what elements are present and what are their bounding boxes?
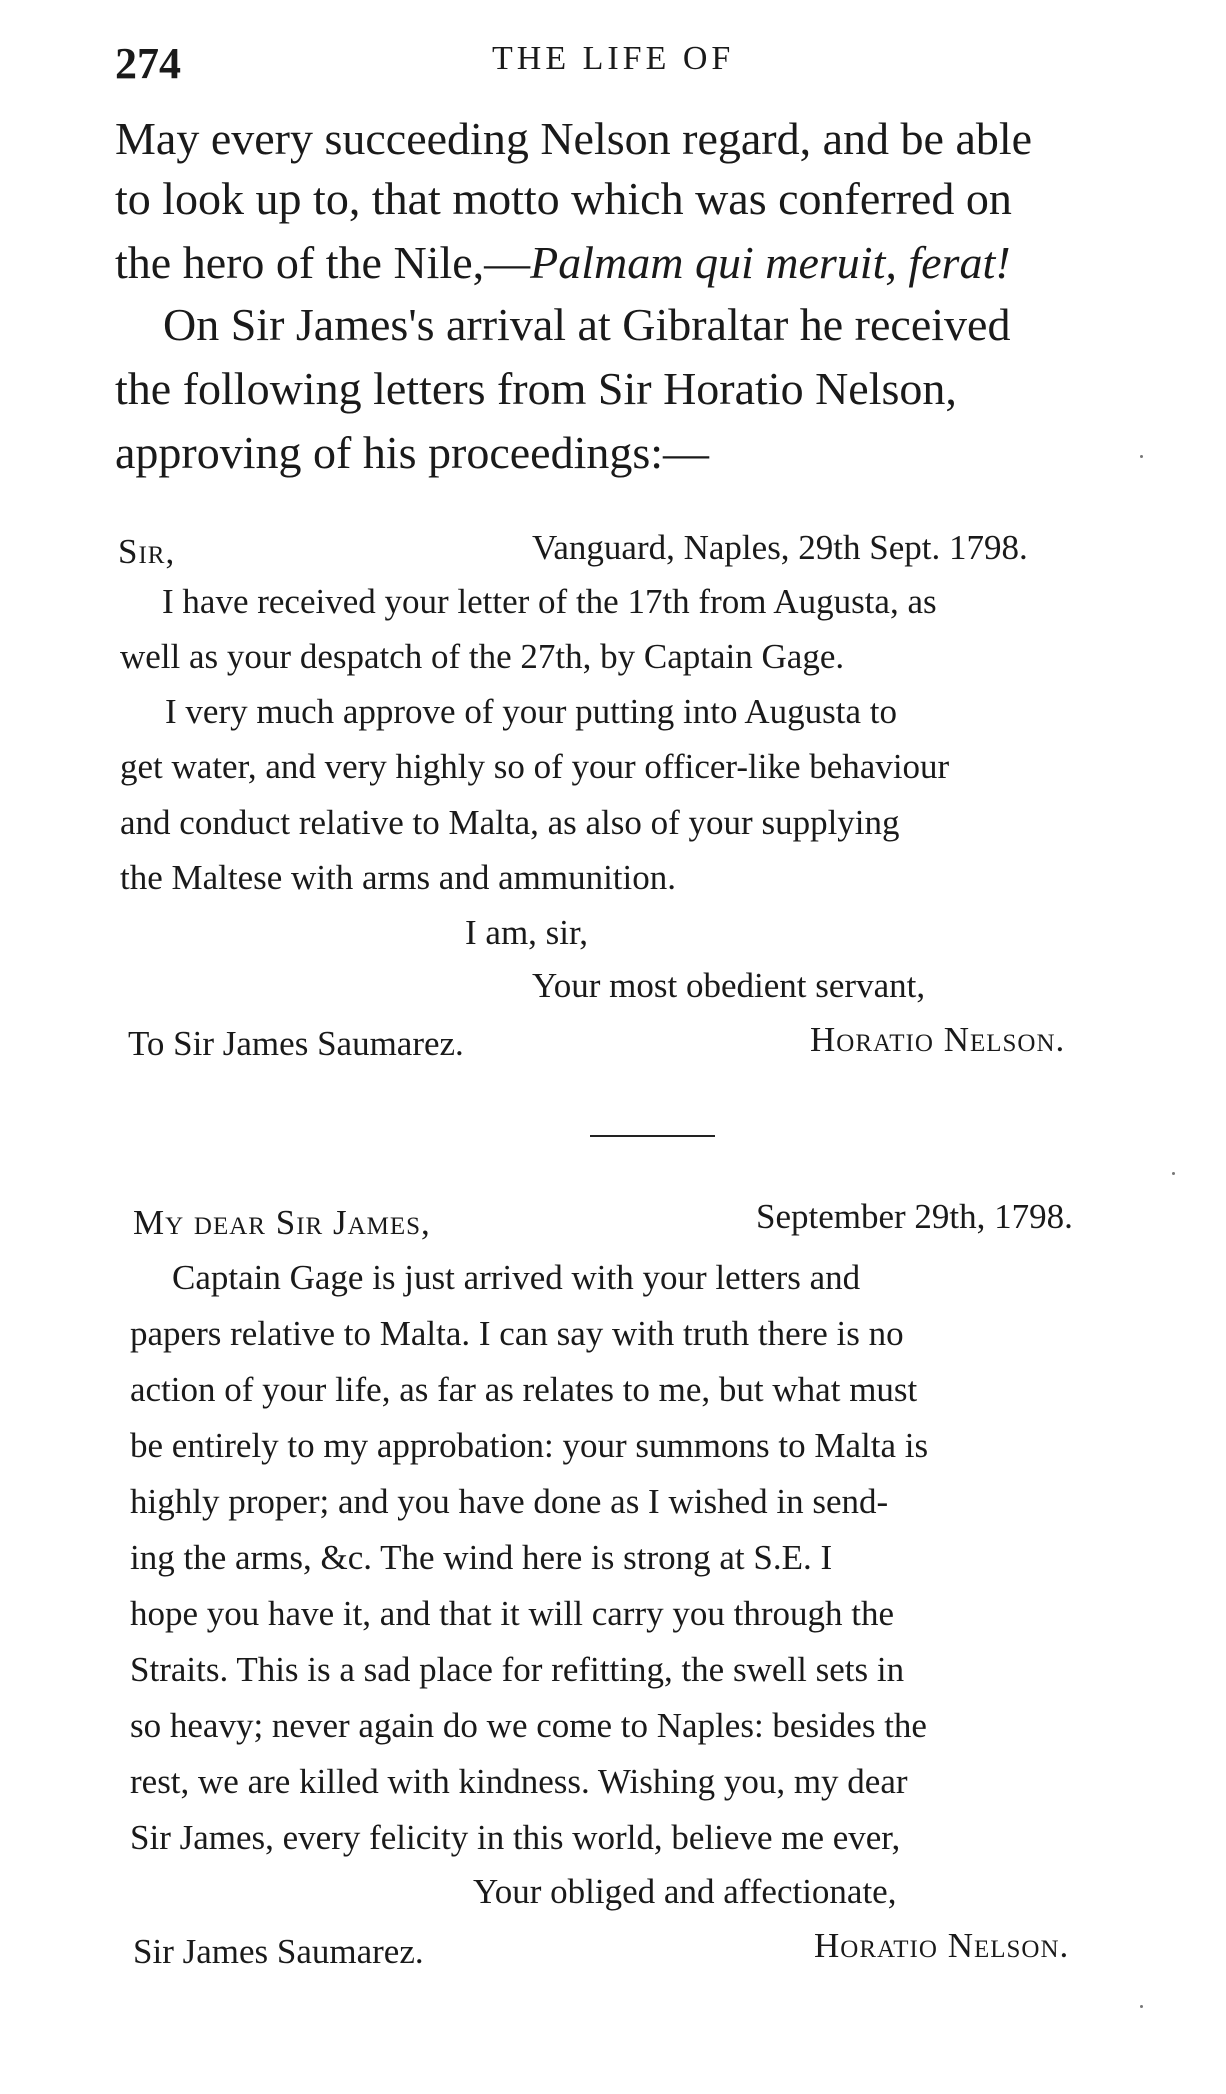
- page-number: 274: [115, 39, 181, 88]
- letter-addressee: Sir James Saumarez.: [133, 1932, 424, 1971]
- latin-motto: Palmam qui meruit, ferat!: [530, 237, 1011, 288]
- print-speck: [1140, 2005, 1143, 2008]
- letter-line: rest, we are killed with kindness. Wishing you, my dear: [130, 1762, 908, 1801]
- letter-line: ing the arms, &c. The wind here is strong at S.E. I: [130, 1538, 833, 1577]
- letter-closing: Your most obedient servant,: [532, 966, 926, 1005]
- letter-line: be entirely to my approbation: your summons to Malta is: [130, 1426, 929, 1465]
- letter-closing: I am, sir,: [465, 913, 589, 952]
- letter-line: highly proper; and you have done as I wished in send-: [130, 1482, 889, 1521]
- letter-salutation: My dear Sir James,: [133, 1203, 431, 1242]
- letter-addressee: To Sir James Saumarez.: [128, 1024, 464, 1063]
- text-line-start: the hero of the Nile,—: [115, 237, 531, 288]
- letter-closing: Your obliged and affectionate,: [473, 1872, 897, 1911]
- letter-line: get water, and very highly so of your officer-like behaviour: [120, 747, 950, 786]
- letter-salutation: Sir,: [118, 532, 176, 571]
- letter-signature: Horatio Nelson.: [810, 1020, 1066, 1059]
- text-line: On Sir James's arrival at Gibraltar he received: [163, 299, 1011, 350]
- letter-line: Captain Gage is just arrived with your letters and: [172, 1258, 861, 1297]
- letter-signature: Horatio Nelson.: [814, 1926, 1070, 1965]
- text-line: [115, 236, 1011, 289]
- text-line: the following letters from Sir Horatio Nelson,: [115, 363, 957, 414]
- letter-dateline: September 29th, 1798.: [756, 1197, 1073, 1236]
- section-divider: [590, 1135, 715, 1137]
- letter-line: papers relative to Malta. I can say with truth there is no: [130, 1314, 904, 1353]
- letter-line: Sir James, every felicity in this world, believe me ever,: [130, 1818, 901, 1857]
- letter-line: Straits. This is a sad place for refitting, the swell sets in: [130, 1650, 905, 1689]
- letter-line: hope you have it, and that it will carry you through the: [130, 1594, 894, 1633]
- text-line: May every succeeding Nelson regard, and be able: [115, 113, 1033, 164]
- letter-line: so heavy; never again do we come to Naples: besides the: [130, 1706, 927, 1745]
- letter-line: and conduct relative to Malta, as also of your supplying: [120, 803, 900, 842]
- letter-line: well as your despatch of the 27th, by Captain Gage.: [120, 637, 845, 676]
- letter-line: action of your life, as far as relates to me, but what must: [130, 1370, 918, 1409]
- print-speck: [1172, 1172, 1175, 1175]
- letter-line: the Maltese with arms and ammunition.: [120, 858, 677, 897]
- letter-line: I very much approve of your putting into Augusta to: [165, 692, 897, 731]
- text-line: approving of his proceedings:—: [115, 427, 710, 478]
- letter-dateline: Vanguard, Naples, 29th Sept. 1798.: [532, 528, 1028, 567]
- letter-line: I have received your letter of the 17th from Augusta, as: [162, 582, 937, 621]
- running-title: THE LIFE OF: [492, 40, 735, 77]
- text-line: to look up to, that motto which was conferred on: [115, 173, 1012, 224]
- print-speck: [1140, 455, 1143, 458]
